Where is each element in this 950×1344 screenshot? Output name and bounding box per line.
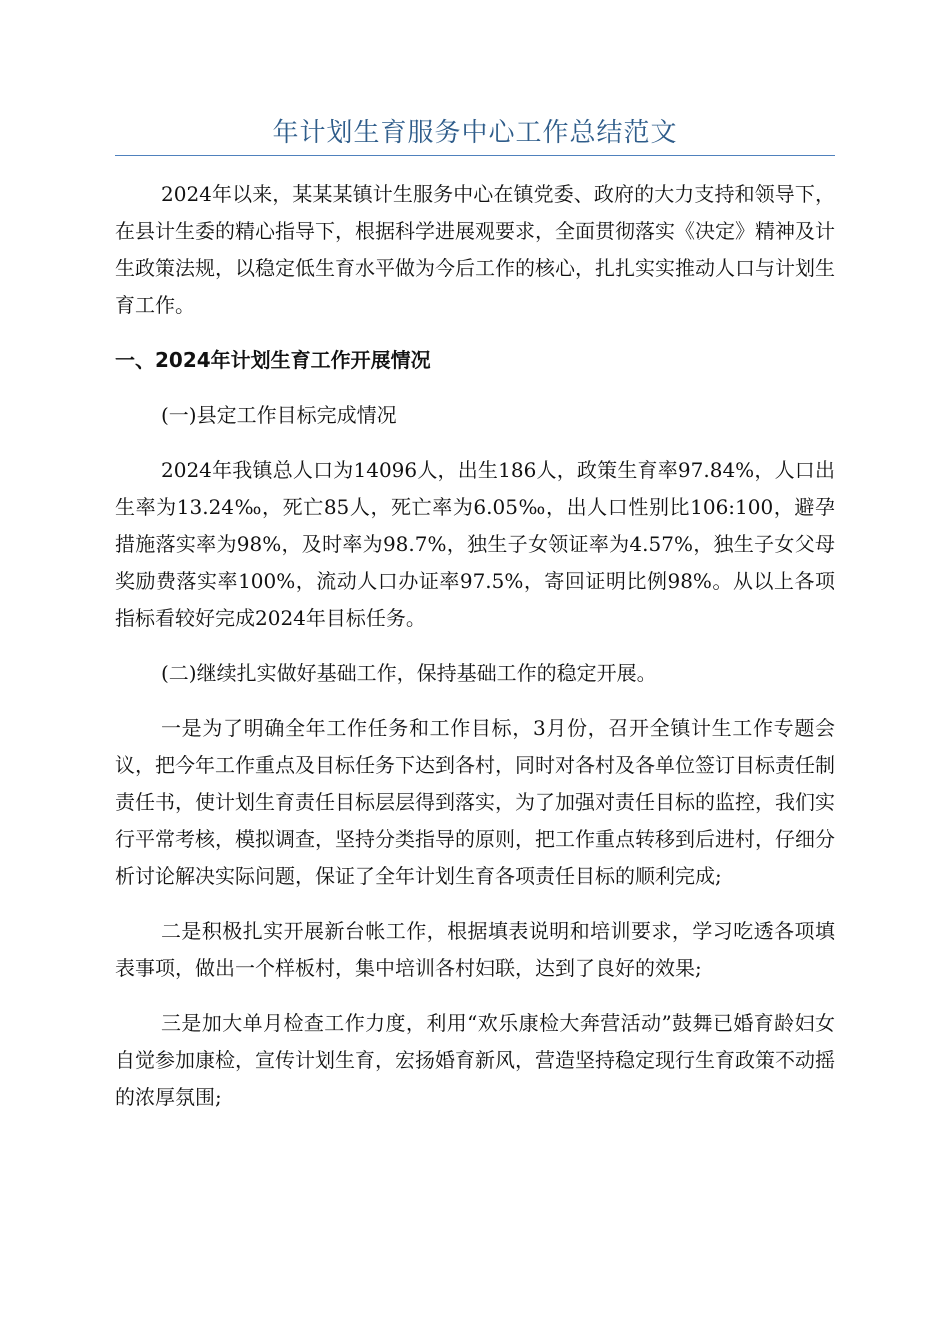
document-title: 年计划生育服务中心工作总结范文 xyxy=(272,118,678,148)
item-paragraph-2: 二是积极扎实开展新台帐工作，根据填表说明和培训要求，学习吃透各项填表事项，做出一个样板村，集中培训各村妇联，达到了良好的效果; xyxy=(115,919,835,980)
item-paragraph-1: 一是为了明确全年工作任务和工作目标，3月份，召开全镇计生工作专题会议，把今年工作重点及目标任务下达到各村，同时对各村及各单位签订目标责任制责任书，使计划生育责任目标层层得到落实，为了加强对责任目标的监控，我们实行平常考核，模拟调查，坚持分类指导的原则，把工作重点转移到后进村，仔细分析讨论解决实际问题，保证了全年计划生育各项责任目标的顺利完成; xyxy=(115,716,835,888)
subsection-1-paragraph: 2024年我镇总人口为14096人，出生186人，政策生育率97.84%，人口出生率为13.24‰，死亡85人，死亡率为6.05‰，出人口性别比106:100，避孕措施落实率为98%，及时率为98.7%，独生子女领证率为4.57%，独生子女父母奖励费落实率100%，流动人口办证率97.5%，寄回证明比例98%。从以上各项指标看较好完成2024年目标任务。 xyxy=(115,458,835,630)
title-underline xyxy=(115,155,835,156)
section-heading: 一、2024年计划生育工作开展情况 xyxy=(115,348,431,372)
subsection-heading-1: (一)县定工作目标完成情况 xyxy=(161,403,397,427)
subsection-heading-2: (二)继续扎实做好基础工作，保持基础工作的稳定开展。 xyxy=(161,661,657,685)
intro-paragraph: 2024年以来，某某某镇计生服务中心在镇党委、政府的大力支持和领导下，在县计生委的精心指导下，根据科学进展观要求，全面贯彻落实《决定》精神及计生政策法规，以稳定低生育水平做为今后工作的核心，扎扎实实推动人口与计划生育工作。 xyxy=(115,182,835,317)
item-paragraph-3: 三是加大单月检查工作力度，利用“欢乐康检大奔营活动”鼓舞已婚育龄妇女自觉参加康检，宣传计划生育，宏扬婚育新风，营造坚持稳定现行生育政策不动摇的浓厚氛围; xyxy=(115,1011,835,1109)
document-body xyxy=(115,176,835,1116)
